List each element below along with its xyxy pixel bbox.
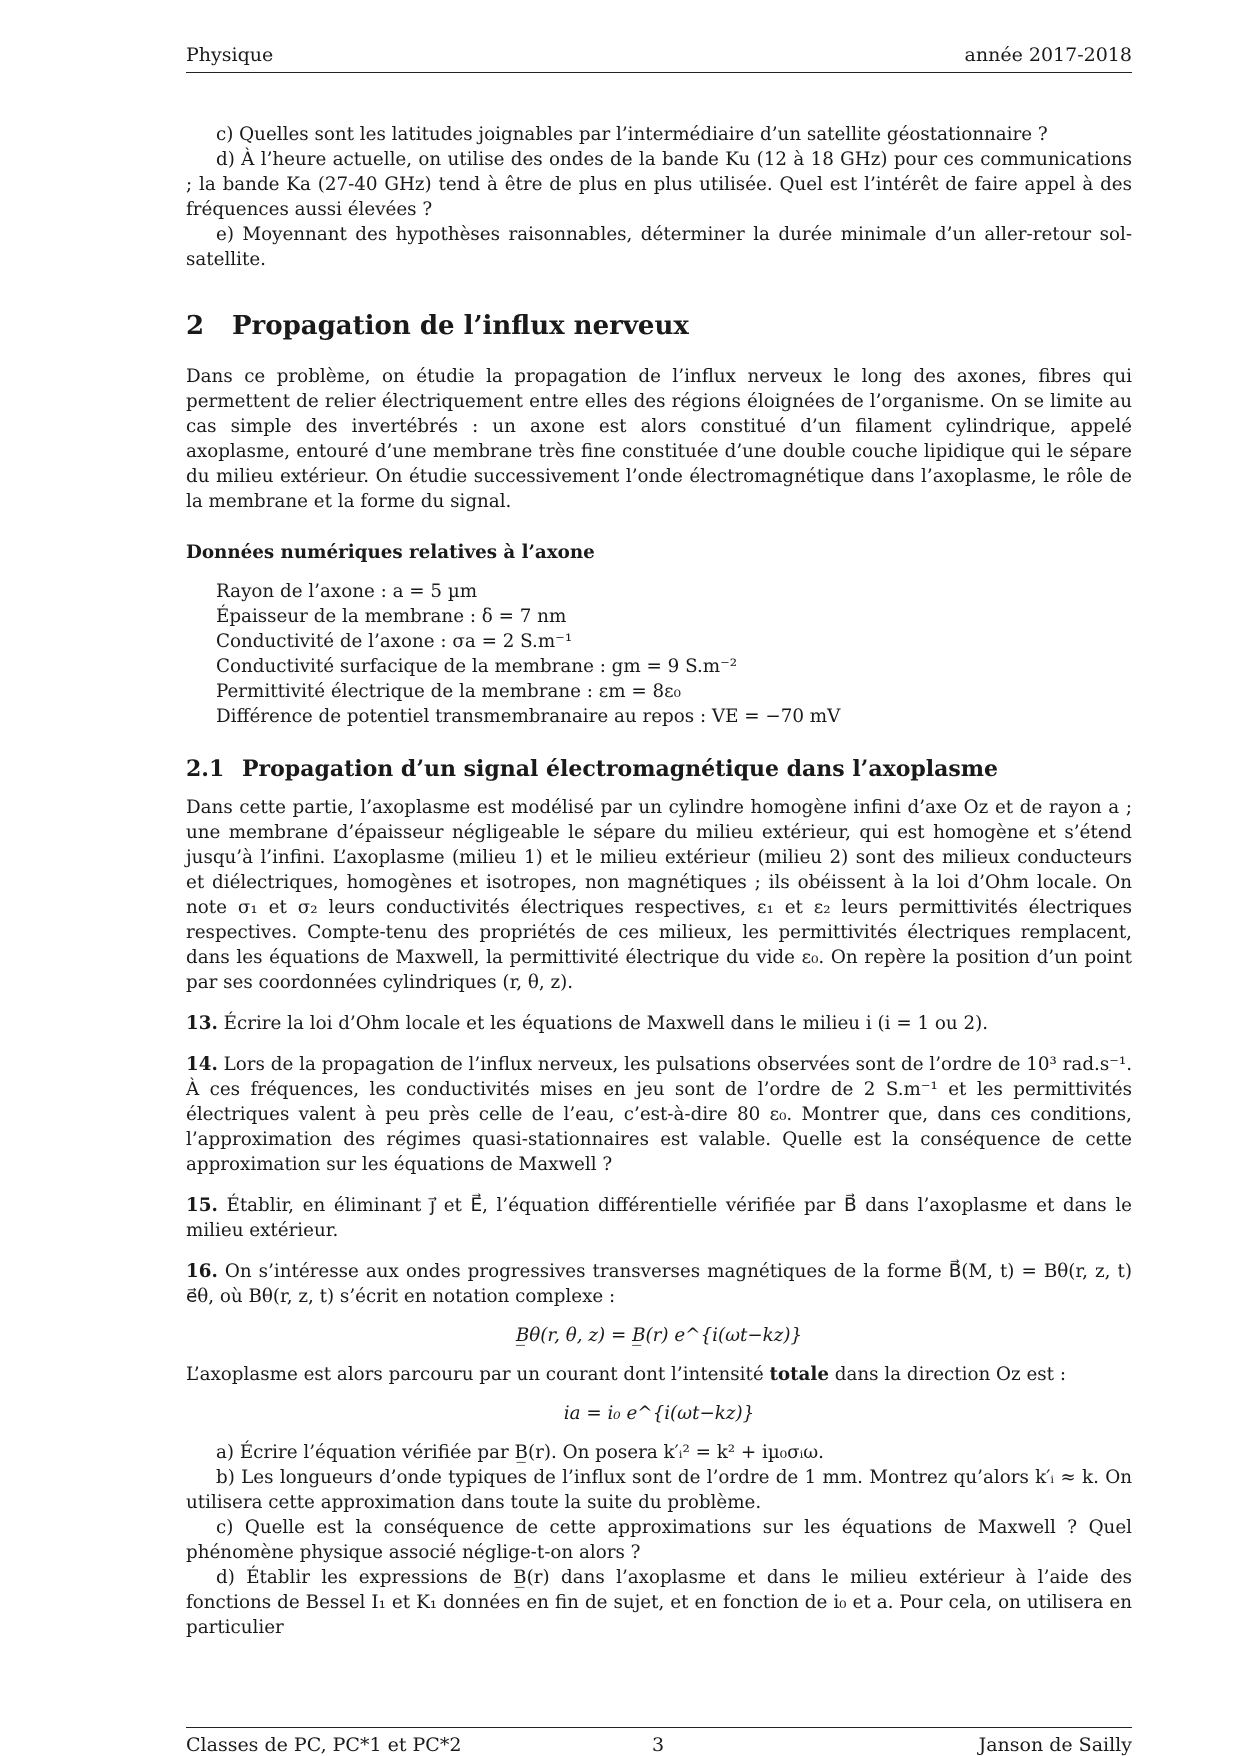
equation-current: ia = i₀ e^{i(ωt−kz)} [563,1403,755,1424]
footer-classes: Classes de PC, PC*1 et PC*2 [186,1734,462,1756]
question-13 [186,1011,1132,1036]
q16-cont-b: dans la direction Oz est : [828,1364,1066,1385]
footer-page-number: 3 [652,1734,665,1756]
question-15-number: 15. [186,1195,218,1216]
data-item-thickness: Épaisseur de la membrane : δ = 7 nm [216,606,567,627]
data-list [216,579,1132,729]
question-13-text: Écrire la loi d’Ohm locale et les équations de Maxwell dans le milieu i (i = 1 ou 2). [223,1013,989,1034]
question-c: c) Quelles sont les latitudes joignables par l’intermédiaire d’un satellite géostationnaire ? [216,124,1048,145]
data-item-surface-conductivity: Conductivité surfacique de la membrane : gm = 9 S.m⁻² [216,656,738,677]
header-subject: Physique [186,44,274,66]
section-2-1-number: 2.1 [186,756,225,782]
section-2-intro: Dans ce problème, on étudie la propagation de l’influx nerveux le long des axones, fibres qui permettent de relier électriquement entre elles des régions éloignées de l’organisme. On se limite au cas simple des invertébrés : un axone est alors constitué d’un filament cylindrique, appelé axoplasme, entouré d’une membrane très fine constituée d’une double couche lipidique qui le sépare du milieu extérieur. On étudie successivement l’onde électromagnétique dans l’axoplasme, le rôle de la membrane et la forme du signal. [186,366,1132,512]
header-year: année 2017-2018 [964,44,1132,66]
q16-cont-a: L’axoplasme est alors parcouru par un courant dont l’intensité [186,1364,770,1385]
data-item-permittivity: Permittivité électrique de la membrane : εm = 8ε₀ [216,681,681,702]
data-item-conductivity: Conductivité de l’axone : σa = 2 S.m⁻¹ [216,631,573,652]
question-14 [186,1052,1132,1177]
section-2-1-heading [186,755,1132,783]
page-header [186,44,1132,73]
question-d: d) À l’heure actuelle, on utilise des ondes de la bande Ku (12 à 18 GHz) pour ces communications ; la bande Ka (27-40 GHz) tend à être de plus en plus utilisée. Quel est l’intérêt de faire appel à des fréquences aussi élevées ? [186,149,1132,220]
question-14-text: Lors de la propagation de l’influx nerveux, les pulsations observées sont de l’ordre de 10³ rad.s⁻¹. À ces fréquences, les conductivités mises en jeu sont de l’ordre de 2 S.m⁻¹ et les permittivités électriques valent à peu près celle de l’eau, c’est-à-dire 80 ε₀. Montrer que, dans ces conditions, l’approximation des régimes quasi-stationnaires est valable. Quelle est la conséquence de cette approximation sur les équations de Maxwell ? [186,1054,1132,1175]
question-16-continuation [186,1362,1132,1387]
section-2-title: Propagation de l’influx nerveux [232,311,689,341]
question-16c: c) Quelle est la conséquence de cette approximations sur les équations de Maxwell ? Quel phénomène physique associé néglige-t-on alors ? [186,1517,1132,1563]
question-16a: a) Écrire l’équation vérifiée par B̲(r). On posera k′ᵢ² = k² + iµ₀σᵢω. [216,1442,824,1463]
section-2-1-title: Propagation d’un signal électromagnétique dans l’axoplasme [242,756,999,782]
page-body [186,122,1132,1640]
section-2-heading [186,310,1132,342]
footer-school: Janson de Sailly [978,1734,1132,1756]
question-14-number: 14. [186,1054,218,1075]
data-item-radius: Rayon de l’axone : a = 5 µm [216,581,478,602]
equation-b-theta: B̲θ(r, θ, z) = B̲(r) e^{i(ωt−kz)} [515,1325,803,1346]
page-footer [186,1727,1132,1756]
question-16-text: On s’intéresse aux ondes progressives transverses magnétiques de la forme B⃗(M, t) = Bθ(r, z, t) e⃗θ, où Bθ(r, z, t) s’écrit en notation complexe : [186,1261,1132,1307]
question-16d: d) Établir les expressions de B̲(r) dans l’axoplasme et dans le milieu extérieur à l’aide des fonctions de Bessel I₁ et K₁ données en fin de sujet, et en fonction de i₀ et a. Pour cela, on utilisera en particulier [186,1567,1132,1638]
question-16b: b) Les longueurs d’onde typiques de l’influx sont de l’ordre de 1 mm. Montrez qu’alors k′ᵢ ≈ k. On utilisera cette approximation dans toute la suite du problème. [186,1467,1132,1513]
question-16 [186,1259,1132,1309]
section-2-number: 2 [186,311,205,341]
data-item-potential: Différence de potentiel transmembranaire au repos : VE = −70 mV [216,706,841,727]
section-2-1-intro: Dans cette partie, l’axoplasme est modélisé par un cylindre homogène infini d’axe Oz et de rayon a ; une membrane d’épaisseur négligeable le sépare du milieu extérieur, qui est homogène et s’étend jusqu’à l’infini. L’axoplasme (milieu 1) et le milieu extérieur (milieu 2) sont des milieux conducteurs et diélectriques, homogènes et isotropes, non magnétiques ; ils obéissent à la loi d’Ohm locale. On note σ₁ et σ₂ leurs conductivités électriques respectives, ε₁ et ε₂ leurs permittivités électriques respectives. Compte-tenu des propriétés de ces milieux, les permittivités électriques remplacent, dans les équations de Maxwell, la permittivité électrique du vide ε₀. On repère la position d’un point par ses coordonnées cylindriques (r, θ, z). [186,797,1132,993]
question-15 [186,1193,1132,1243]
question-16-number: 16. [186,1261,218,1282]
question-15-text: Établir, en éliminant j⃗ et E⃗, l’équation différentielle vérifiée par B⃗ dans l’axoplasme et dans le milieu extérieur. [186,1195,1132,1241]
question-e: e) Moyennant des hypothèses raisonnables, déterminer la durée minimale d’un aller-retour sol-satellite. [186,224,1132,270]
data-title: Données numériques relatives à l’axone [186,542,595,563]
question-13-number: 13. [186,1013,218,1034]
q16-cont-bold: totale [769,1364,829,1385]
